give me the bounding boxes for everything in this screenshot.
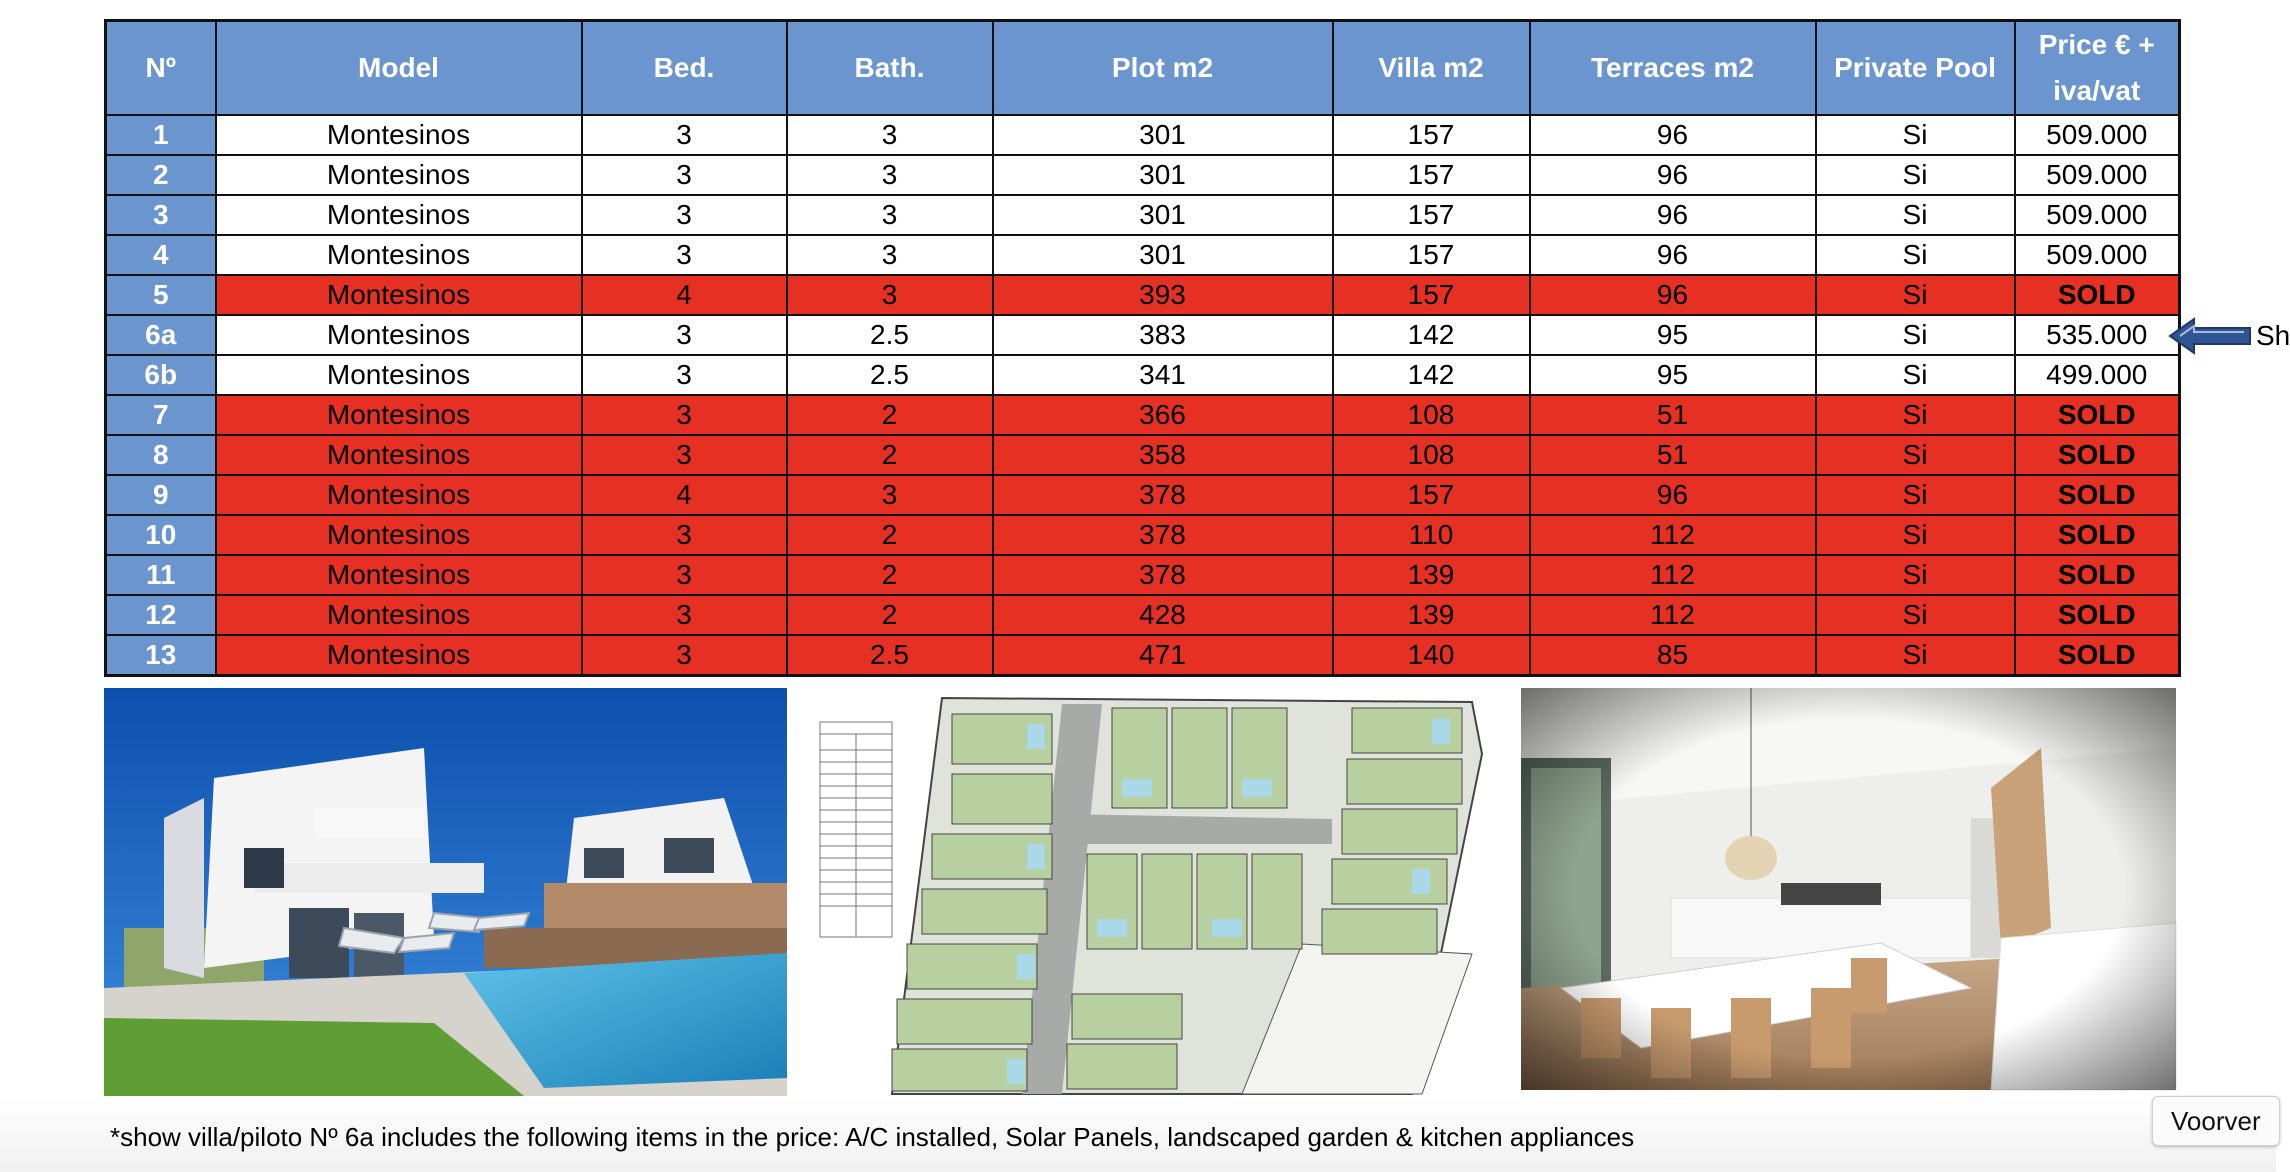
row-price: SOLD [2015, 435, 2180, 475]
row-pool: Si [1816, 115, 2015, 155]
header-plot: Plot m2 [993, 21, 1333, 116]
header-number: Nº [106, 21, 216, 116]
row-price: SOLD [2015, 595, 2180, 635]
row-plot: 383 [993, 315, 1333, 355]
row-terraces: 96 [1530, 195, 1816, 235]
footnote-text: *show villa/piloto Nº 6a includes the following items in the price: A/C installed, Solar Panels, landscaped garden & kitchen appliances [110, 1122, 1635, 1152]
row-price: SOLD [2015, 395, 2180, 435]
table-row [106, 235, 2180, 275]
row-number: 1 [106, 115, 216, 155]
row-bath: 2 [787, 515, 993, 555]
row-bed: 4 [582, 275, 787, 315]
row-villa: 142 [1333, 355, 1530, 395]
row-bed: 3 [582, 395, 787, 435]
row-terraces: 95 [1530, 355, 1816, 395]
row-plot: 428 [993, 595, 1333, 635]
row-villa: 139 [1333, 555, 1530, 595]
row-villa: 110 [1333, 515, 1530, 555]
row-model: Montesinos [216, 355, 582, 395]
row-villa: 142 [1333, 315, 1530, 355]
row-model: Montesinos [216, 435, 582, 475]
row-pool: Si [1816, 195, 2015, 235]
header-bed: Bed. [582, 21, 787, 116]
row-villa: 157 [1333, 115, 1530, 155]
row-plot: 378 [993, 555, 1333, 595]
row-plot: 301 [993, 155, 1333, 195]
row-plot: 358 [993, 435, 1333, 475]
row-pool: Si [1816, 635, 2015, 676]
row-model: Montesinos [216, 395, 582, 435]
table-header-row [106, 21, 2180, 116]
row-bath: 3 [787, 195, 993, 235]
row-bath: 3 [787, 115, 993, 155]
row-villa: 157 [1333, 235, 1530, 275]
row-terraces: 96 [1530, 115, 1816, 155]
row-model: Montesinos [216, 515, 582, 555]
villa-interior-photo [1521, 688, 2176, 1090]
row-number: 7 [106, 395, 216, 435]
row-price: SOLD [2015, 275, 2180, 315]
row-plot: 341 [993, 355, 1333, 395]
table-row [106, 355, 2180, 395]
row-bed: 3 [582, 635, 787, 676]
table-row [106, 315, 2180, 355]
row-villa: 157 [1333, 155, 1530, 195]
table-row [106, 435, 2180, 475]
row-bath: 3 [787, 275, 993, 315]
row-plot: 301 [993, 235, 1333, 275]
row-bed: 3 [582, 595, 787, 635]
row-terraces: 112 [1530, 555, 1816, 595]
row-villa: 108 [1333, 435, 1530, 475]
row-terraces: 85 [1530, 635, 1816, 676]
table-row [106, 395, 2180, 435]
row-bed: 3 [582, 515, 787, 555]
row-number: 13 [106, 635, 216, 676]
row-price: 535.000 [2015, 315, 2180, 355]
row-bath: 3 [787, 235, 993, 275]
row-price: 509.000 [2015, 235, 2180, 275]
row-villa: 108 [1333, 395, 1530, 435]
row-bath: 2.5 [787, 635, 993, 676]
row-pool: Si [1816, 435, 2015, 475]
row-bed: 3 [582, 355, 787, 395]
table-row [106, 555, 2180, 595]
row-price: SOLD [2015, 515, 2180, 555]
row-plot: 378 [993, 475, 1333, 515]
row-plot: 393 [993, 275, 1333, 315]
row-model: Montesinos [216, 115, 582, 155]
header-price: Price € + iva/vat [2015, 21, 2180, 116]
row-number: 6b [106, 355, 216, 395]
row-villa: 157 [1333, 195, 1530, 235]
header-private-pool: Private Pool [1816, 21, 2015, 116]
row-model: Montesinos [216, 555, 582, 595]
row-pool: Si [1816, 275, 2015, 315]
row-number: 9 [106, 475, 216, 515]
callout-text: Sh [2256, 320, 2290, 351]
table-row [106, 275, 2180, 315]
row-villa: 157 [1333, 275, 1530, 315]
row-terraces: 51 [1530, 435, 1816, 475]
row-villa: 140 [1333, 635, 1530, 676]
table-row [106, 155, 2180, 195]
villa-price-table [104, 19, 2181, 677]
footnote-bar [0, 1096, 2276, 1172]
row-pool: Si [1816, 515, 2015, 555]
row-villa: 157 [1333, 475, 1530, 515]
row-number: 6a [106, 315, 216, 355]
row-number: 10 [106, 515, 216, 555]
row-terraces: 96 [1530, 235, 1816, 275]
header-model: Model [216, 21, 582, 116]
row-price: 509.000 [2015, 115, 2180, 155]
row-model: Montesinos [216, 235, 582, 275]
show-villa-callout [2168, 316, 2290, 356]
row-price: 499.000 [2015, 355, 2180, 395]
row-number: 5 [106, 275, 216, 315]
row-bed: 3 [582, 115, 787, 155]
row-price: SOLD [2015, 475, 2180, 515]
row-pool: Si [1816, 595, 2015, 635]
row-model: Montesinos [216, 275, 582, 315]
row-terraces: 96 [1530, 155, 1816, 195]
row-model: Montesinos [216, 635, 582, 676]
row-plot: 471 [993, 635, 1333, 676]
row-bath: 2 [787, 555, 993, 595]
row-bath: 3 [787, 155, 993, 195]
row-plot: 301 [993, 115, 1333, 155]
table-row [106, 635, 2180, 676]
left-arrow-icon [2168, 316, 2254, 356]
row-bath: 2 [787, 435, 993, 475]
row-terraces: 51 [1530, 395, 1816, 435]
row-pool: Si [1816, 475, 2015, 515]
header-bath: Bath. [787, 21, 993, 116]
row-number: 12 [106, 595, 216, 635]
table-body [106, 115, 2180, 676]
table-row [106, 115, 2180, 155]
row-bath: 2.5 [787, 315, 993, 355]
row-number: 8 [106, 435, 216, 475]
table-row [106, 195, 2180, 235]
row-terraces: 95 [1530, 315, 1816, 355]
table-row [106, 515, 2180, 555]
row-bath: 3 [787, 475, 993, 515]
row-bath: 2.5 [787, 355, 993, 395]
header-villa: Villa m2 [1333, 21, 1530, 116]
row-model: Montesinos [216, 195, 582, 235]
row-plot: 301 [993, 195, 1333, 235]
row-bed: 4 [582, 475, 787, 515]
villa-price-table-container [104, 19, 2178, 677]
row-terraces: 96 [1530, 475, 1816, 515]
row-pool: Si [1816, 235, 2015, 275]
row-pool: Si [1816, 395, 2015, 435]
row-model: Montesinos [216, 315, 582, 355]
row-plot: 366 [993, 395, 1333, 435]
row-number: 11 [106, 555, 216, 595]
row-number: 3 [106, 195, 216, 235]
row-model: Montesinos [216, 475, 582, 515]
row-pool: Si [1816, 155, 2015, 195]
row-price: 509.000 [2015, 195, 2180, 235]
row-bed: 3 [582, 315, 787, 355]
row-number: 4 [106, 235, 216, 275]
row-bath: 2 [787, 595, 993, 635]
row-model: Montesinos [216, 595, 582, 635]
row-terraces: 112 [1530, 515, 1816, 555]
row-bath: 2 [787, 395, 993, 435]
row-model: Montesinos [216, 155, 582, 195]
table-row [106, 595, 2180, 635]
row-pool: Si [1816, 315, 2015, 355]
row-bed: 3 [582, 195, 787, 235]
row-price: SOLD [2015, 635, 2180, 676]
row-bed: 3 [582, 435, 787, 475]
row-price: SOLD [2015, 555, 2180, 595]
table-row [106, 475, 2180, 515]
voorver-button[interactable]: Voorver [2152, 1096, 2280, 1146]
site-plan-image [812, 694, 1498, 1098]
row-pool: Si [1816, 355, 2015, 395]
row-plot: 378 [993, 515, 1333, 555]
row-bed: 3 [582, 555, 787, 595]
row-villa: 139 [1333, 595, 1530, 635]
row-terraces: 112 [1530, 595, 1816, 635]
row-price: 509.000 [2015, 155, 2180, 195]
row-number: 2 [106, 155, 216, 195]
villa-exterior-photo [104, 688, 787, 1096]
header-terraces: Terraces m2 [1530, 21, 1816, 116]
row-terraces: 96 [1530, 275, 1816, 315]
row-bed: 3 [582, 155, 787, 195]
row-pool: Si [1816, 555, 2015, 595]
row-bed: 3 [582, 235, 787, 275]
